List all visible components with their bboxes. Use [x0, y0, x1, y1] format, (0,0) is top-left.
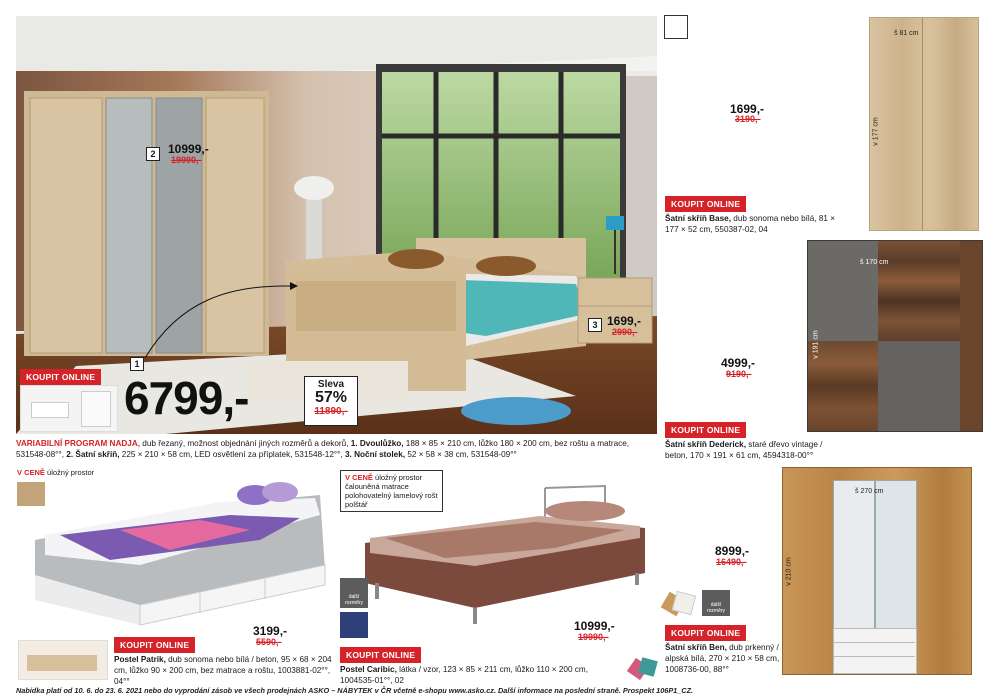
sleva-badge: [304, 376, 358, 426]
item-2-price: 10999,-: [168, 142, 209, 156]
ben-name: Šatní skříň Ben,: [665, 643, 727, 652]
ben-price: 8999,-: [715, 544, 750, 558]
item-2-marker: 2: [146, 147, 160, 161]
ben-dalsi-label: další rozměry: [706, 602, 726, 614]
top-right-checkbox: [664, 15, 688, 39]
dederick-koupit-online-button[interactable]: KOUPIT ONLINE: [665, 422, 746, 438]
desc-text: 188 × 85 × 210 cm, lůžko 180 × 200 cm, bez roštu a matrace, 531548-08°°,: [16, 439, 630, 459]
hero-description: [16, 438, 656, 460]
patrik-v-cene-label: V CENĚ: [17, 468, 45, 477]
caribic-v-cene-l4: polštář: [345, 500, 368, 509]
dederick-name: Šatní skříň Dederick,: [665, 440, 746, 449]
base-old-price: 3190,-: [735, 114, 761, 124]
caribic-v-cene-l3: polohovatelný lamelový rošt: [345, 491, 438, 500]
patrik-old-price: 5590,-: [256, 637, 282, 647]
patrik-description: [114, 654, 336, 687]
caribic-old-price: 19990,-: [578, 632, 609, 642]
caribic-price: 10999,-: [574, 619, 615, 633]
dederick-text: staré dřevo vintage / beton, 170 × 191 × 61 cm, 4594318-00°°: [665, 440, 823, 460]
caribic-v-cene-label: V CENĚ: [345, 473, 373, 482]
base-text: dub sonoma nebo bílá, 81 × 177 × 52 cm, 550387-02, 04: [665, 214, 835, 234]
dederick-dim-width: š 170 cm: [860, 259, 889, 266]
ben-dim-height: v 210 cm: [785, 557, 793, 586]
item-2-old-price: 19990,-: [171, 155, 202, 165]
caribic-dalsi-label: další rozměry: [344, 594, 364, 606]
base-dim-height: v 177 cm: [872, 117, 880, 146]
patrik-bed-image: [20, 480, 330, 630]
desc-text: 52 × 58 × 38 cm, 531548-09°°: [405, 450, 517, 459]
patrik-text: dub sonoma nebo bílá / beton, 95 × 68 × 204 cm, lůžko 90 × 200 cm, bez matrace a roštu, 1003881-02°°, 04°°: [114, 655, 332, 686]
item-3-price: 1699,-: [607, 314, 642, 328]
ben-old-price: 16490,-: [716, 557, 747, 567]
base-wardrobe-image: [869, 17, 979, 231]
caribic-koupit-online-button[interactable]: KOUPIT ONLINE: [340, 647, 421, 663]
dederick-description: [665, 439, 845, 461]
patrik-v-cene: [17, 468, 94, 477]
patrik-koupit-online-button[interactable]: KOUPIT ONLINE: [114, 637, 195, 653]
ben-wardrobe-image: [782, 467, 972, 675]
desc-item-2: 2. Šatní skříň,: [66, 450, 120, 459]
caribic-color-swatches: [628, 657, 662, 681]
hero-thumbnail: [20, 385, 118, 432]
ben-description: [665, 642, 780, 675]
sleva-label: Sleva: [317, 379, 345, 390]
hero-photo: [16, 16, 657, 434]
patrik-thumbnail: [18, 640, 108, 680]
ben-dalsi-rozmery-icon: [702, 590, 730, 616]
item-3-old-price: 2990,-: [612, 327, 638, 337]
caribic-bed-image: [355, 478, 655, 638]
ben-color-swatches: [664, 589, 704, 617]
base-dim-width: š 81 cm: [894, 30, 919, 37]
pointer-arrow: [140, 280, 300, 360]
hero-old-price: 11890,-: [314, 406, 348, 417]
caribic-description: [340, 664, 610, 686]
program-title: VARIABILNÍ PROGRAM NADJA,: [16, 439, 141, 448]
base-description: [665, 213, 845, 235]
ben-text: dub prkenný / alpská bílá, 270 × 210 × 58 cm, 1008736-00, 88°°: [665, 643, 780, 674]
hero-koupit-online-button[interactable]: KOUPIT ONLINE: [20, 369, 101, 385]
patrik-v-cene-text: úložný prostor: [44, 468, 95, 477]
caribic-dalsi-rozmery-icon: [340, 578, 368, 608]
dederick-wardrobe-image: [807, 240, 983, 432]
hero-price: 6799,-: [124, 372, 249, 424]
ben-koupit-online-button[interactable]: KOUPIT ONLINE: [665, 625, 746, 641]
caribic-text: látka / vzor, 123 × 85 × 211 cm, lůžko 110 × 200 cm, 1004535-01°°, 02: [340, 665, 588, 685]
footer-note: Nabídka platí od 10. 6. do 23. 6. 2021 nebo do vyprodání zásob ve všech prodejnách ASKO – NÁBYTEK v ČR včetně e-shopu www.asko.cz. Další informace na poslední straně. Prospekt 106P1_CZ.: [16, 686, 694, 695]
patrik-price: 3199,-: [253, 624, 288, 638]
patrik-name: Postel Patrik,: [114, 655, 166, 664]
ben-dim-width: š 270 cm: [855, 488, 884, 495]
caribic-v-cene-l2: čalouněná matrace: [345, 482, 409, 491]
caribic-name: Postel Caribic,: [340, 665, 397, 674]
base-price: 1699,-: [730, 102, 765, 116]
dederick-old-price: 9190,-: [726, 369, 752, 379]
desc-item-3: 3. Noční stolek,: [345, 450, 406, 459]
desc-text: dub řezaný, možnost objednání jiných rozměrů a dekorů,: [140, 439, 351, 448]
desc-item-1: 1. Dvoulůžko,: [350, 439, 404, 448]
caribic-fabric-swatch: [340, 612, 368, 638]
item-1-marker: 1: [130, 357, 144, 371]
caribic-v-cene-l1: úložný prostor: [372, 473, 423, 482]
base-name: Šatní skříň Base,: [665, 214, 731, 223]
dederick-dim-height: v 191 cm: [812, 330, 820, 359]
base-koupit-online-button[interactable]: KOUPIT ONLINE: [665, 196, 746, 212]
dederick-price: 4999,-: [721, 356, 756, 370]
desc-text: 225 × 210 × 58 cm, LED osvětlení za příplatek, 531548-12°°,: [119, 450, 345, 459]
sleva-pct: 57%: [314, 389, 348, 406]
bedroom-scene: [16, 16, 657, 434]
item-3-marker: 3: [588, 318, 602, 332]
